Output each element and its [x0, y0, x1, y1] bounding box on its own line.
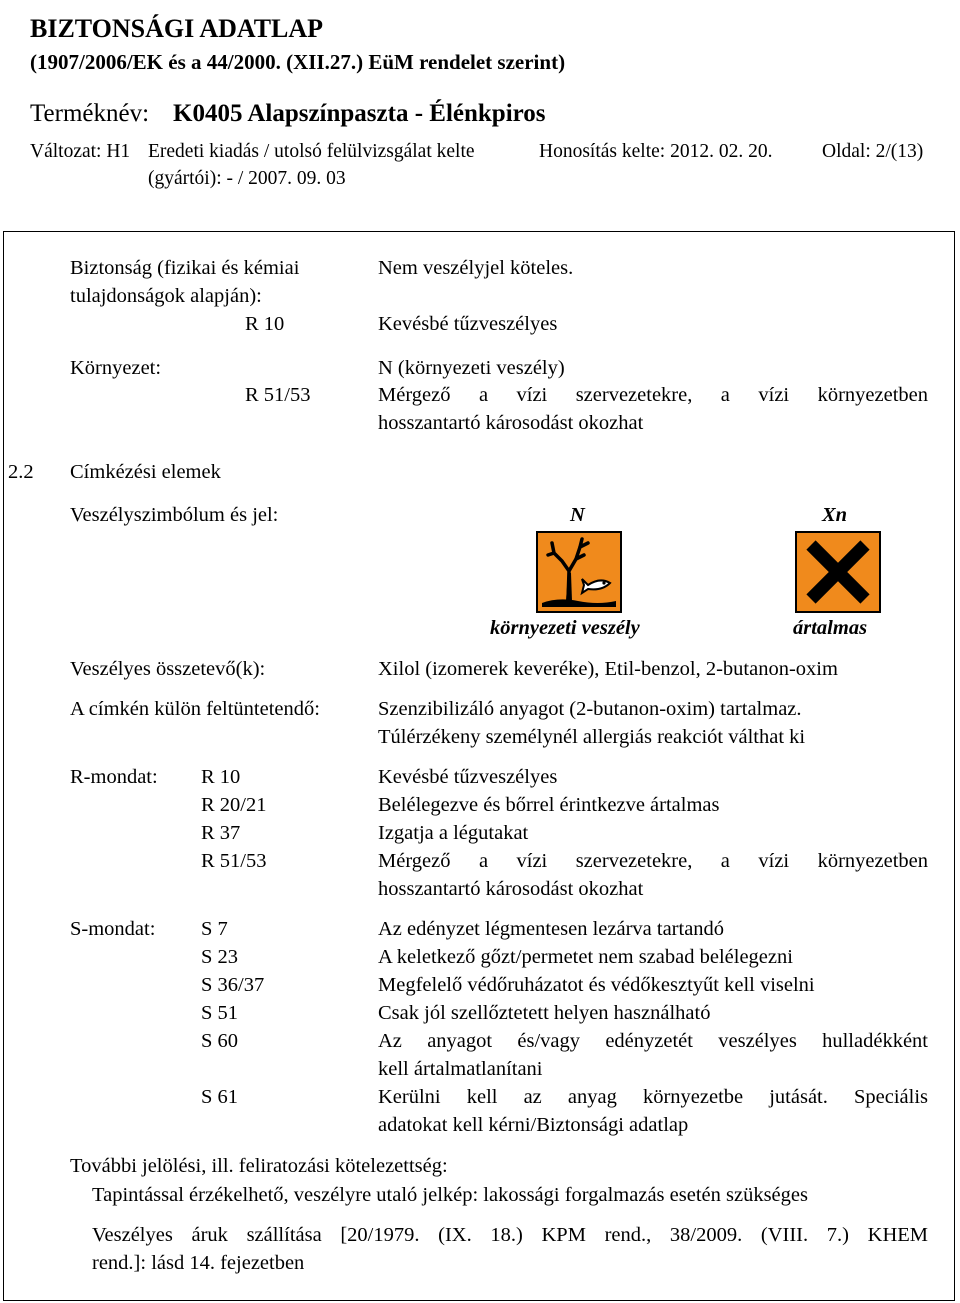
- transport-text: Veszélyes áruk szállítása [20/1979. (IX. 18.) KPM rend., 38/2009. (VIII. 7.) KHEM: [92, 1224, 928, 1246]
- env-text-3: hosszantartó károsodást okozhat: [378, 412, 644, 434]
- r-code: R 20/21: [201, 794, 267, 816]
- product-label: Terméknév:: [30, 100, 150, 127]
- s-code: S 61: [201, 1086, 239, 1108]
- r-phrases-label: R-mondat:: [70, 766, 158, 788]
- separate-text: Szenzibilizáló anyagot (2-butanon-oxim) tartalmaz.: [378, 698, 802, 720]
- physchem-label-2: tulajdonságok alapján):: [70, 285, 262, 307]
- page-number: Oldal: 2/(13): [822, 141, 924, 162]
- issue-date: (gyártói): - / 2007. 09. 03: [148, 168, 346, 189]
- s-text-continued: kell ártalmatlanítani: [378, 1058, 543, 1080]
- r-code: R 51/53: [201, 850, 267, 872]
- physchem-label: Biztonság (fizikai és kémiai: [70, 257, 300, 279]
- env-label: Környezet:: [70, 357, 162, 379]
- env-r-code: R 51/53: [245, 384, 311, 406]
- approval-date: Honosítás kelte: 2012. 02. 20.: [539, 141, 773, 162]
- section-title: Címkézési elemek: [70, 461, 221, 483]
- n-code: N: [570, 504, 585, 526]
- version: Változat: H1: [30, 141, 131, 162]
- symbols-label: Veszélyszimbólum és jel:: [70, 504, 279, 526]
- s-code: S 51: [201, 1002, 239, 1024]
- r-text: Belélegezve és bőrrel érintkezve ártalmas: [378, 794, 720, 816]
- cross-x-icon: [795, 531, 881, 613]
- physchem-text: Nem veszélyjel köteles.: [378, 257, 574, 279]
- document-title: BIZTONSÁGI ADATLAP: [30, 14, 324, 43]
- further-label: További jelölési, ill. feliratozási kötelezettség:: [70, 1155, 448, 1177]
- issue-label: Eredeti kiadás / utolsó felülvizsgálat kelte: [148, 141, 475, 162]
- r-code: R 37: [201, 822, 241, 844]
- s-code: S 23: [201, 946, 239, 968]
- r-text: Mérgező a vízi szervezetekre, a vízi környezetben: [378, 850, 928, 872]
- dead-tree-fish-icon: [536, 531, 622, 613]
- physchem-text-2: Kevésbé tűzveszélyes: [378, 313, 558, 335]
- xn-caption: ártalmas: [793, 617, 868, 639]
- components-value: Xilol (izomerek keveréke), Etil-benzol, 2-butanon-oxim: [378, 658, 838, 680]
- components-label: Veszélyes összetevő(k):: [70, 658, 266, 680]
- r-text: Izgatja a légutakat: [378, 822, 529, 844]
- r-text: Kevésbé tűzveszélyes: [378, 766, 558, 788]
- separate-label: A címkén külön feltüntetendő:: [70, 698, 320, 720]
- s-code: S 36/37: [201, 974, 265, 996]
- s-text-continued: adatokat kell kérni/Biztonsági adatlap: [378, 1114, 689, 1136]
- s-text: Az edényzet légmentesen lezárva tartandó: [378, 918, 725, 940]
- physchem-r-code: R 10: [245, 313, 285, 335]
- section-number: 2.2: [8, 461, 34, 483]
- s-text: A keletkező gőzt/permetet nem szabad belélegezni: [378, 946, 793, 968]
- s-phrases-label: S-mondat:: [70, 918, 156, 940]
- s-code: S 7: [201, 918, 228, 940]
- r-code: R 10: [201, 766, 241, 788]
- r-text-continued: hosszantartó károsodást okozhat: [378, 878, 644, 900]
- s-text: Csak jól szellőztetett helyen használható: [378, 1002, 711, 1024]
- transport-text-2: rend.]: lásd 14. fejezetben: [92, 1252, 305, 1274]
- product-name: K0405 Alapszínpaszta - Élénkpiros: [173, 100, 546, 127]
- xn-code: Xn: [822, 504, 848, 526]
- regulation-line: (1907/2006/EK és a 44/2000. (XII.27.) EüM rendelet szerint): [30, 50, 566, 74]
- s-code: S 60: [201, 1030, 239, 1052]
- separate-text-2: Túlérzékeny személynél allergiás reakciót válthat ki: [378, 726, 806, 748]
- tactile-warning: Tapintással érzékelhető, veszélyre utaló jelkép: lakossági forgalmazás esetén szükséges: [92, 1184, 808, 1206]
- s-text: Kerülni kell az anyag környezetbe jutását. Speciális: [378, 1086, 928, 1108]
- env-text-2: Mérgező a vízi szervezetekre, a vízi környezetben: [378, 384, 928, 406]
- n-caption: környezeti veszély: [490, 617, 640, 639]
- s-text: Az anyagot és/vagy edényzetét veszélyes hulladékként: [378, 1030, 928, 1052]
- env-text: N (környezeti veszély): [378, 357, 565, 379]
- s-text: Megfelelő védőruházatot és védőkesztyűt kell viselni: [378, 974, 815, 996]
